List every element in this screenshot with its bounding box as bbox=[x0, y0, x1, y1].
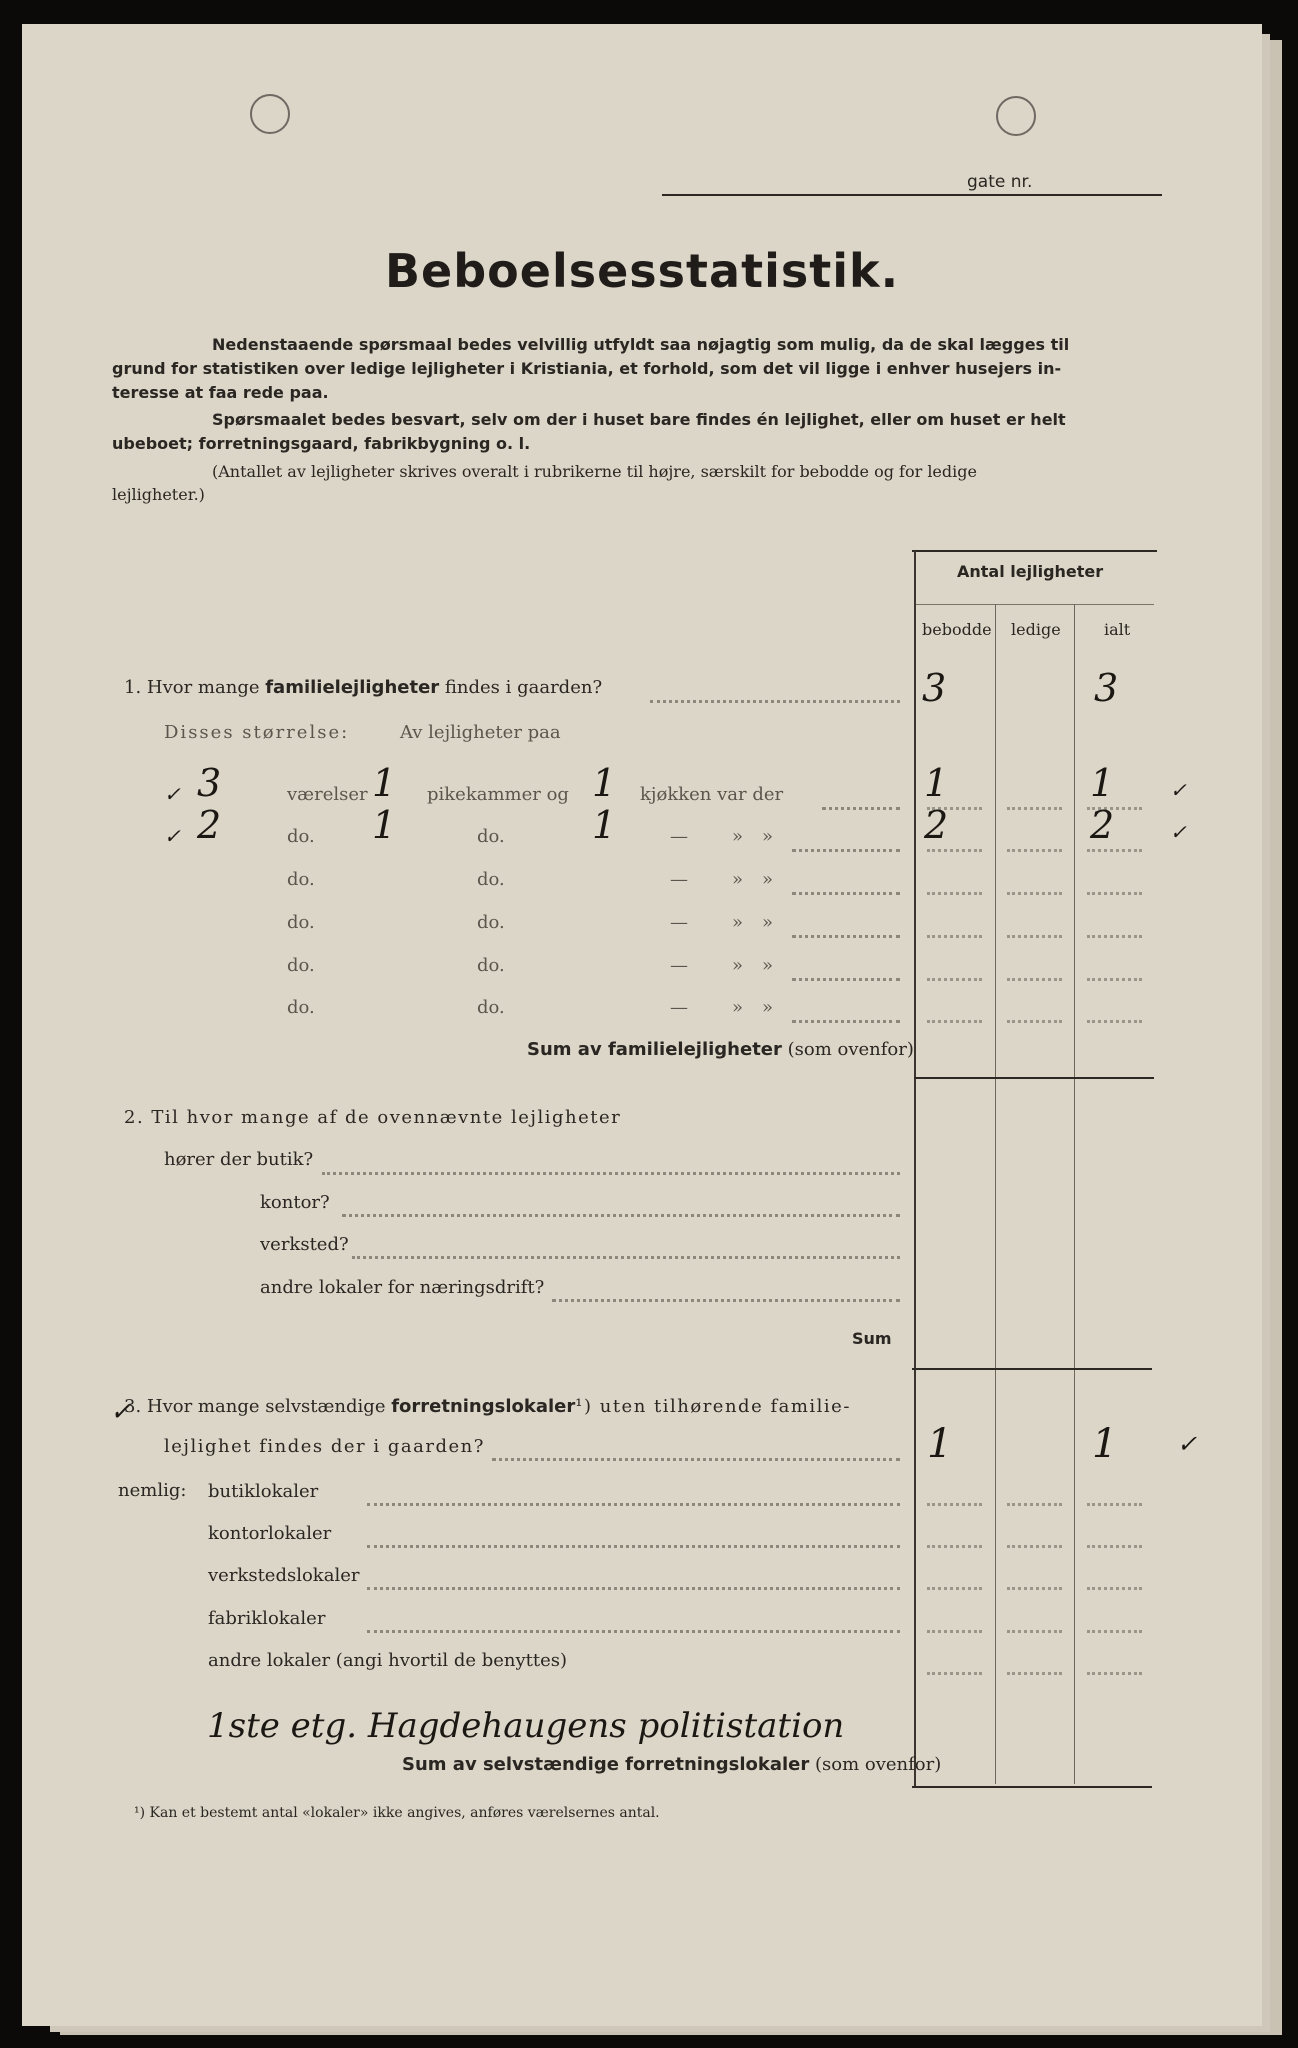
q3-text-line2: lejlighet findes der i gaarden? bbox=[164, 1436, 485, 1457]
ditto-label: do. bbox=[477, 826, 505, 847]
q2-item-verksted: verksted? bbox=[260, 1234, 349, 1255]
leader-dots bbox=[552, 1299, 900, 1302]
check-mark: ✓ bbox=[110, 1397, 132, 1427]
nemlig-label: nemlig: bbox=[118, 1480, 187, 1501]
cell-dots bbox=[1007, 978, 1062, 981]
rooms-value: 2 bbox=[197, 803, 222, 847]
intro-line: lejligheter.) bbox=[112, 485, 205, 504]
q1-ialt-value: 3 bbox=[1094, 666, 1119, 710]
ditto-mark: » bbox=[762, 955, 774, 976]
q2-sum-label: Sum bbox=[852, 1329, 892, 1348]
row-bebodde-value: 2 bbox=[924, 803, 949, 847]
cell-dots bbox=[1007, 849, 1062, 852]
rooms-value: 3 bbox=[197, 761, 222, 805]
cell-dots bbox=[927, 849, 982, 852]
cell-dots bbox=[1087, 1503, 1142, 1506]
q3-ialt-value: 1 bbox=[1092, 1421, 1118, 1467]
ditto-mark: » bbox=[732, 955, 744, 976]
ditto-mark: » bbox=[732, 826, 744, 847]
ditto-label: do. bbox=[477, 955, 505, 976]
cell-dots bbox=[927, 978, 982, 981]
dash-mark: — bbox=[670, 955, 688, 976]
leader-dots bbox=[367, 1545, 900, 1548]
q1-sum-label: Sum av familielejligheter (som ovenfor) bbox=[527, 1039, 914, 1060]
cell-dots bbox=[1007, 935, 1062, 938]
size-label: Disses størrelse: bbox=[164, 722, 350, 743]
cell-dots bbox=[927, 1020, 982, 1023]
q3-sum-label: Sum av selvstændige forretningslokaler (som ovenfor) bbox=[402, 1754, 942, 1775]
dash-mark: — bbox=[670, 997, 688, 1018]
cell-dots bbox=[927, 935, 982, 938]
intro-line: Nedenstaaende spørsmaal bedes velvillig utfyldt saa nøjagtig som mulig, da de skal lægges til bbox=[212, 335, 1070, 354]
punch-hole-right bbox=[996, 96, 1036, 136]
kitchen-label: kjøkken var der bbox=[640, 784, 784, 805]
cell-dots bbox=[1087, 1545, 1142, 1548]
cell-dots bbox=[1087, 935, 1142, 938]
q3-item: verkstedslokaler bbox=[208, 1565, 360, 1586]
q2-item-kontor: kontor? bbox=[260, 1192, 330, 1213]
gate-line bbox=[662, 194, 1162, 196]
ditto-mark: » bbox=[762, 869, 774, 890]
q3-item: andre lokaler (angi hvortil de benyttes) bbox=[208, 1650, 568, 1671]
leader-dots bbox=[367, 1630, 900, 1633]
leader-dots bbox=[352, 1256, 900, 1259]
leader-dots bbox=[792, 1020, 900, 1023]
leader-dots bbox=[367, 1503, 900, 1506]
maid-room-label: pikekammer og bbox=[427, 784, 569, 805]
q1-bebodde-value: 3 bbox=[922, 666, 947, 710]
intro-line: teresse at faa rede paa. bbox=[112, 383, 329, 402]
cell-dots bbox=[927, 1630, 982, 1633]
ditto-label: do. bbox=[287, 826, 315, 847]
size-sub-label: Av lejligheter paa bbox=[400, 722, 561, 743]
ditto-label: do. bbox=[287, 955, 315, 976]
check-mark: ✓ bbox=[1177, 1430, 1198, 1458]
leader-dots bbox=[792, 849, 900, 852]
leader-dots bbox=[322, 1172, 900, 1175]
check-mark: ✓ bbox=[164, 782, 181, 806]
ditto-mark: » bbox=[762, 912, 774, 933]
cell-dots bbox=[1087, 1630, 1142, 1633]
column-divider bbox=[995, 604, 996, 1784]
table-left-border bbox=[914, 551, 916, 1786]
ditto-mark: » bbox=[762, 997, 774, 1018]
kitchen-value: 1 bbox=[592, 761, 617, 805]
check-mark: ✓ bbox=[164, 824, 181, 848]
q1-sum-rule bbox=[914, 1077, 1154, 1079]
table-header-rule bbox=[914, 604, 1154, 605]
leader-dots bbox=[650, 700, 900, 703]
ditto-label: do. bbox=[287, 869, 315, 890]
ditto-label: do. bbox=[477, 997, 505, 1018]
handwritten-note: 1ste etg. Hagdehaugens politistation bbox=[207, 1706, 845, 1746]
cell-dots bbox=[1087, 849, 1142, 852]
cell-dots bbox=[927, 892, 982, 895]
cell-dots bbox=[1087, 1672, 1142, 1675]
q3-text: 3. Hvor mange selvstændige forretningslokaler¹) uten tilhørende familie- bbox=[124, 1396, 851, 1417]
row-ialt-value: 2 bbox=[1090, 803, 1115, 847]
column-divider bbox=[1074, 604, 1075, 1784]
maid-room-value: 1 bbox=[372, 803, 397, 847]
maid-room-value: 1 bbox=[372, 761, 397, 805]
cell-dots bbox=[1007, 807, 1062, 810]
q2-item-butik: hører der butik? bbox=[164, 1149, 314, 1170]
row-bebodde-value: 1 bbox=[924, 761, 949, 805]
ditto-mark: » bbox=[732, 912, 744, 933]
ditto-mark: » bbox=[732, 869, 744, 890]
q3-item: kontorlokaler bbox=[208, 1523, 332, 1544]
intro-line: grund for statistiken over ledige lejligheter i Kristiania, et forhold, som det vil ligge i enhver husejers in- bbox=[112, 359, 1062, 378]
cell-dots bbox=[927, 1672, 982, 1675]
leader-dots bbox=[492, 1458, 900, 1461]
dash-mark: — bbox=[670, 912, 688, 933]
punch-hole-left bbox=[250, 94, 290, 134]
q3-item: butiklokaler bbox=[208, 1481, 319, 1502]
cell-dots bbox=[1007, 1503, 1062, 1506]
check-mark: ✓ bbox=[1170, 820, 1187, 844]
footnote: ¹) Kan et bestemt antal «lokaler» ikke angives, anføres værelsernes antal. bbox=[134, 1805, 660, 1821]
row-ialt-value: 1 bbox=[1090, 761, 1115, 805]
intro-line: ubeboet; forretningsgaard, fabrikbygning o. l. bbox=[112, 434, 531, 453]
cell-dots bbox=[1007, 1587, 1062, 1590]
q2-sum-rule bbox=[912, 1368, 1152, 1370]
cell-dots bbox=[1007, 1672, 1062, 1675]
leader-dots bbox=[342, 1214, 900, 1217]
q1-text: 1. Hvor mange familielejligheter findes i gaarden? bbox=[124, 677, 603, 698]
intro-line: Spørsmaalet bedes besvart, selv om der i huset bare findes én lejlighet, eller om huset er helt bbox=[212, 410, 1066, 429]
q3-bebodde-value: 1 bbox=[927, 1421, 953, 1467]
q3-sum-rule bbox=[912, 1786, 1152, 1788]
col-header-bebodde: bebodde bbox=[922, 620, 992, 639]
ditto-label: do. bbox=[287, 997, 315, 1018]
rooms-label: værelser bbox=[287, 784, 368, 805]
cell-dots bbox=[1007, 1545, 1062, 1548]
cell-dots bbox=[927, 1503, 982, 1506]
intro-line: (Antallet av lejligheter skrives overalt i rubrikerne til højre, særskilt for bebodde og for ledige bbox=[212, 462, 977, 481]
q2-item-andre: andre lokaler for næringsdrift? bbox=[260, 1277, 545, 1298]
cell-dots bbox=[1087, 1587, 1142, 1590]
cell-dots bbox=[1007, 892, 1062, 895]
col-header-ledige: ledige bbox=[1011, 620, 1061, 639]
cell-dots bbox=[1007, 1020, 1062, 1023]
ditto-label: do. bbox=[287, 912, 315, 933]
dash-mark: — bbox=[670, 869, 688, 890]
page-title: Beboelsesstatistik. bbox=[384, 244, 900, 298]
cell-dots bbox=[927, 1587, 982, 1590]
table-group-header: Antal lejligheter bbox=[957, 562, 1104, 581]
check-mark: ✓ bbox=[1170, 778, 1187, 802]
ditto-mark: » bbox=[762, 826, 774, 847]
cell-dots bbox=[927, 1545, 982, 1548]
leader-dots bbox=[792, 978, 900, 981]
q2-text: 2. Til hvor mange af de ovennævnte lejligheter bbox=[124, 1107, 622, 1128]
kitchen-value: 1 bbox=[592, 803, 617, 847]
cell-dots bbox=[1087, 892, 1142, 895]
table-top-rule bbox=[912, 550, 1157, 552]
ditto-label: do. bbox=[477, 912, 505, 933]
form-page bbox=[22, 24, 1262, 2026]
leader-dots bbox=[367, 1587, 900, 1590]
dash-mark: — bbox=[670, 826, 688, 847]
leader-dots bbox=[822, 807, 900, 810]
cell-dots bbox=[1007, 1630, 1062, 1633]
ditto-label: do. bbox=[477, 869, 505, 890]
col-header-ialt: ialt bbox=[1104, 620, 1131, 639]
gate-label: gate nr. bbox=[967, 172, 1033, 192]
cell-dots bbox=[1087, 978, 1142, 981]
ditto-mark: » bbox=[732, 997, 744, 1018]
cell-dots bbox=[1087, 1020, 1142, 1023]
leader-dots bbox=[792, 935, 900, 938]
leader-dots bbox=[792, 892, 900, 895]
q3-item: fabriklokaler bbox=[208, 1608, 326, 1629]
